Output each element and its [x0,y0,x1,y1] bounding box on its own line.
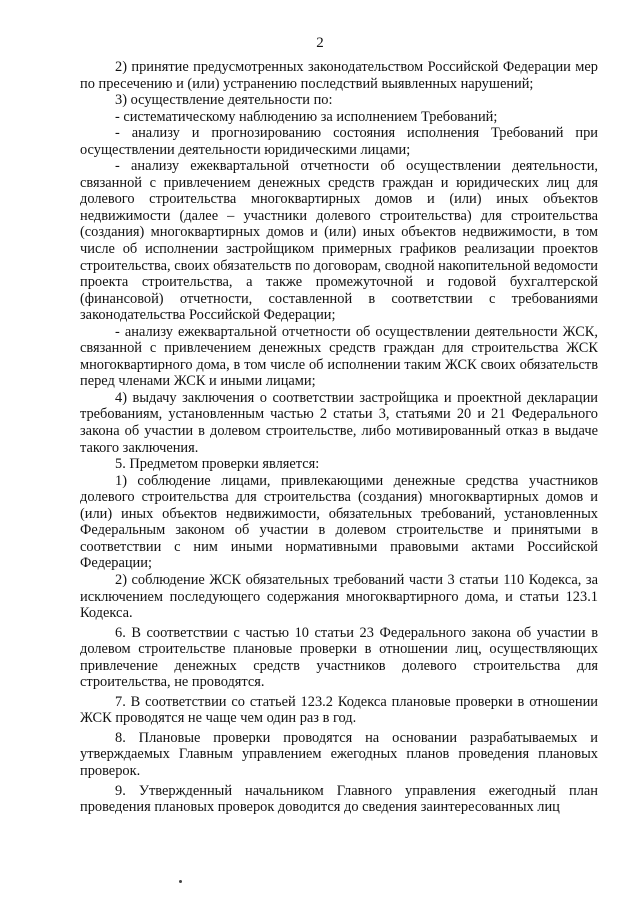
paragraph: 5. Предметом проверки является: [115,456,320,473]
paragraph: 2) принятие предусмотренных законодательством Российской Федерации мер по пресечению и (или) устранению последствий выявленных нарушений; [80,59,598,92]
scan-speck [179,880,182,883]
paragraph: - систематическому наблюдению за исполнением Требований; [115,108,498,125]
paragraph: 1) соблюдение лицами, привлекающими денежные средства участников долевого строительства для строительства (создания) многоквартирных домов и (или) иных объектов недвижимости, обязательных требований, установленных Федеральным законом об участии в долевом строительстве и принятыми в соответствии с ним иными нормативными правовыми актами Российской Федерации; [80,472,598,572]
paragraph: 3) осуществление деятельности по: [115,92,333,109]
paragraph: 4) выдачу заключения о соответствии застройщика и проектной декларации требованиям, установленным частью 2 статьи 3, статьями 20 и 21 Федерального закона об участии в долевом строительстве, либо мотивированный отказ в выдаче такого заключения. [80,389,598,456]
paragraph: - анализу ежеквартальной отчетности об осуществлении деятельности, связанной с привлечением денежных средств граждан и юридических лиц для долевого строительства многоквартирных домов и (или) иных объектов недвижимости (далее – участники долевого строительства) для строительства (создания) многоквартирных домов и (или) иных объектов недвижимости, в том числе об исполнении застройщиком примерных графиков реализации проектов строительства, своих обязательств по договорам, сводной накопительной ведомости проекта строительства, а также промежуточной и годовой бухгалтерской (финансовой) отчетности, составленной в соответствии с требованиями законодательства Российской Федерации; [80,158,598,324]
document-body [80,59,598,816]
paragraph: 6. В соответствии с частью 10 статьи 23 Федерального закона об участии в долевом строительстве плановые проверки в отношении лиц, осуществляющих привлечение денежных средств участников долевого строительства для строительства, не проводятся. [80,624,598,691]
page-number: 2 [316,35,324,51]
paragraph: 2) соблюдение ЖСК обязательных требований части 3 статьи 110 Кодекса, за исключением последующего содержания многоквартирного дома, и статьи 123.1 Кодекса. [80,571,598,622]
paragraph: - анализу и прогнозированию состояния исполнения Требований при осуществлении деятельности юридическими лицами; [80,125,598,158]
paragraph: 8. Плановые проверки проводятся на основании разрабатываемых и утверждаемых Главным управлением ежегодных планов проведения плановых проверок. [80,729,598,779]
paragraph: 9. Утвержденный начальником Главного управления ежегодный план проведения плановых проверок доводится до сведения заинтересованных лиц [80,782,598,816]
paragraph: 7. В соответствии со статьей 123.2 Кодекса плановые проверки в отношении ЖСК проводятся не чаще чем один раз в год. [80,693,598,727]
paragraph: - анализу ежеквартальной отчетности об осуществлении деятельности ЖСК, связанной с привлечением денежных средств граждан для строительства ЖСК многоквартирного дома, в том числе об исполнении таким ЖСК своих обязательств перед членами ЖСК и иными лицами; [80,323,598,390]
